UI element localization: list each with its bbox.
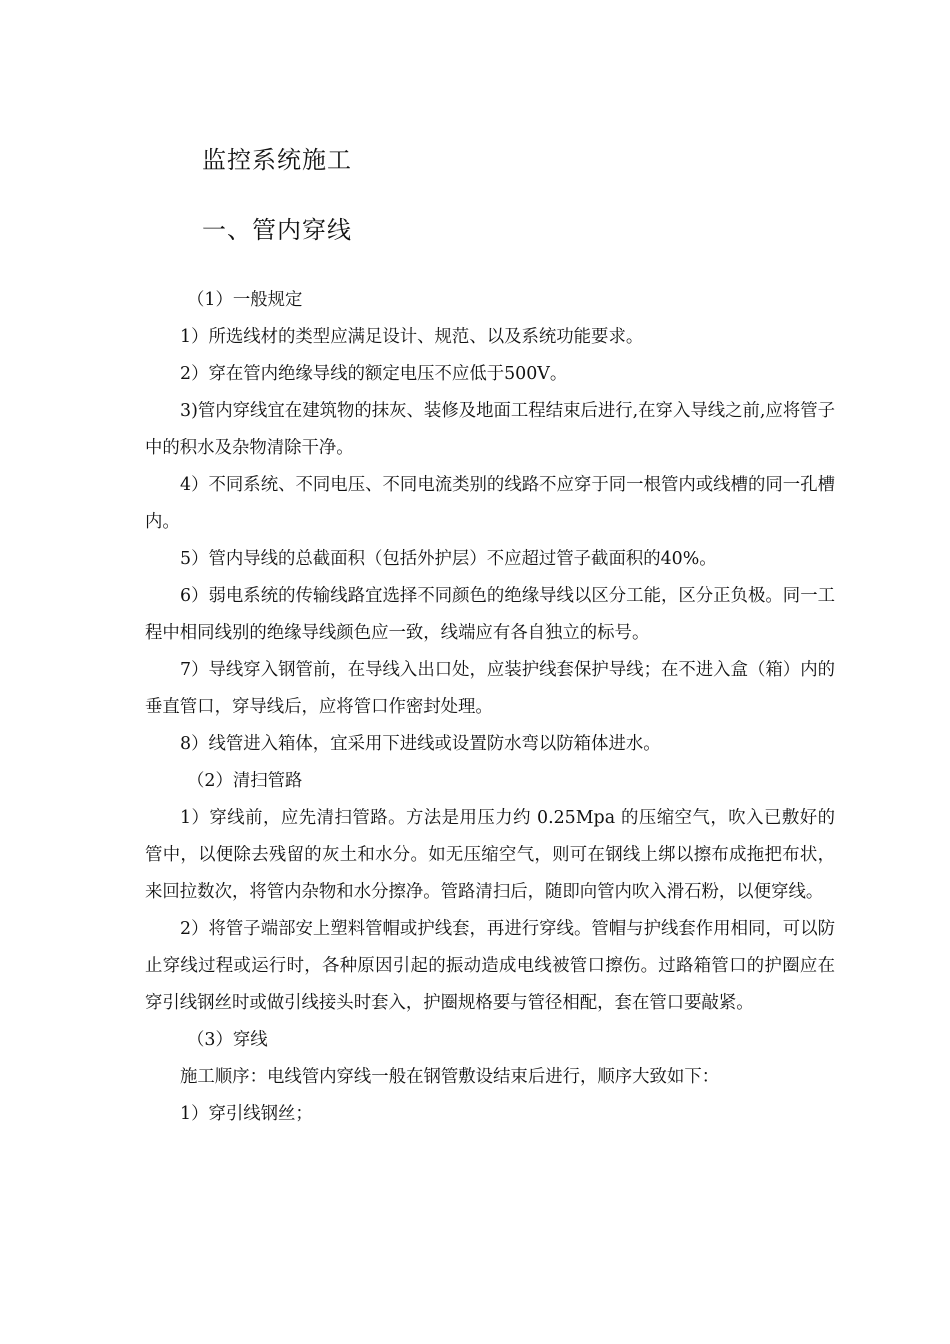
paragraph: 4）不同系统、不同电压、不同电流类别的线路不应穿于同一根管内或线槽的同一孔槽内。 — [145, 475, 835, 532]
subsection-heading: （3）穿线 — [187, 1030, 268, 1050]
paragraph: 5）管内导线的总截面积（包括外护层）不应超过管子截面积的40%。 — [180, 549, 717, 569]
paragraph: 1）所选线材的类型应满足设计、规范、以及系统功能要求。 — [180, 327, 644, 347]
paragraph: 2）穿在管内绝缘导线的额定电压不应低于500V。 — [180, 364, 568, 384]
paragraph: 7）导线穿入钢管前，在导线入出口处，应装护线套保护导线；在不进入盒（箱）内的垂直管口，穿导线后，应将管口作密封处理。 — [145, 660, 835, 717]
paragraph: 8）线管进入箱体，宜采用下进线或设置防水弯以防箱体进水。 — [180, 734, 661, 754]
paragraph: 3)管内穿线宜在建筑物的抹灰、装修及地面工程结束后进行,在穿入导线之前,应将管子中的积水及杂物清除干净。 — [145, 401, 835, 458]
paragraph: 施工顺序：电线管内穿线一般在钢管敷设结束后进行，顺序大致如下： — [180, 1067, 720, 1087]
document-title: 监控系统施工 — [202, 146, 352, 174]
subsection-heading: （2）清扫管路 — [187, 771, 303, 791]
section-heading: 一、管内穿线 — [202, 216, 352, 244]
subsection-heading: （1）一般规定 — [187, 290, 303, 310]
paragraph: 6）弱电系统的传输线路宜选择不同颜色的绝缘导线以区分工能，区分正负极。同一工程中相同线别的绝缘导线颜色应一致，线端应有各自独立的标号。 — [145, 586, 835, 643]
paragraph: 1）穿线前，应先清扫管路。方法是用压力约 0.25Mpa 的压缩空气，吹入已敷好的管中，以便除去残留的灰土和水分。如无压缩空气，则可在钢线上绑以擦布成拖把布状，来回拉数次，将管内杂物和水分擦净。管路清扫后，随即向管内吹入滑石粉，以便穿线。 — [145, 808, 835, 902]
document-body — [145, 282, 835, 1133]
paragraph: 1）穿引线钢丝； — [180, 1104, 313, 1124]
paragraph: 2）将管子端部安上塑料管帽或护线套，再进行穿线。管帽与护线套作用相同，可以防止穿线过程或运行时，各种原因引起的振动造成电线被管口擦伤。过路箱管口的护圈应在穿引线钢丝时或做引线接头时套入，护圈规格要与管径相配，套在管口要敲紧。 — [145, 919, 835, 1013]
